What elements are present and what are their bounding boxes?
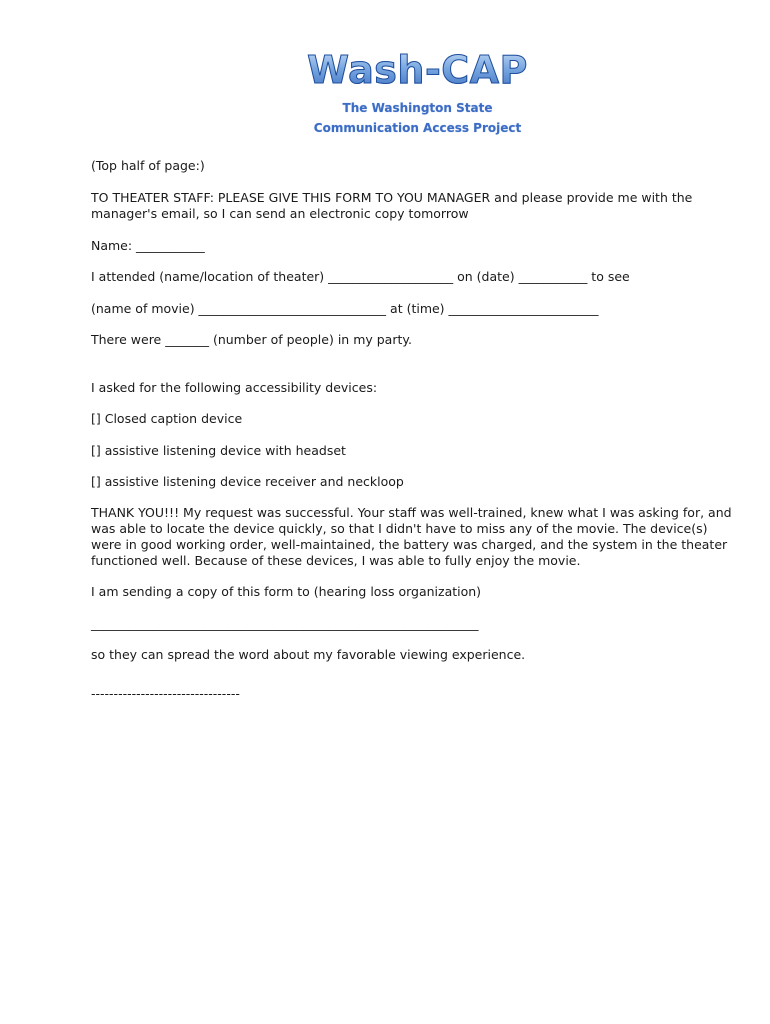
- subtitle-line-1: The Washington State: [342, 101, 493, 115]
- organization-blank-field[interactable]: ______________________________________________________________: [91, 616, 479, 631]
- thank-you-line-2: was able to locate the device quickly, so that I didn't have to miss any of the movie. The device(s): [91, 521, 708, 536]
- wash-cap-logo: Wash-CAP: [65, 48, 770, 92]
- checkbox-closed-caption[interactable]: [] Closed caption device: [91, 411, 243, 426]
- checkbox-headset[interactable]: [] assistive listening device with headset: [91, 443, 346, 458]
- movie-time-field[interactable]: (name of movie) ______________________________ at (time) ________________________: [91, 301, 599, 316]
- thank-you-line-3: were in good working order, well-maintained, the battery was charged, and the system in the theater: [91, 537, 728, 552]
- party-size-field[interactable]: There were _______ (number of people) in my party.: [91, 332, 412, 347]
- spread-word-line: so they can spread the word about my favorable viewing experience.: [91, 647, 526, 662]
- sending-copy-line: I am sending a copy of this form to (hearing loss organization): [91, 584, 482, 599]
- subtitle-line-2: Communication Access Project: [313, 121, 522, 135]
- signature-line[interactable]: ---------------------------------: [91, 686, 240, 701]
- attended-field[interactable]: I attended (name/location of theater) ____________________ on (date) ___________ to see: [91, 269, 630, 284]
- header: [0, 48, 770, 138]
- staff-instruction-line-1: TO THEATER STAFF: PLEASE GIVE THIS FORM TO YOU MANAGER and please provide me with the: [91, 190, 693, 205]
- staff-instruction-line-2: manager's email, so I can send an electronic copy tomorrow: [91, 206, 469, 221]
- checkbox-neckloop[interactable]: [] assistive listening device receiver and neckloop: [91, 474, 404, 489]
- thank-you-line-4: functioned well. Because of these devices, I was able to fully enjoy the movie.: [91, 553, 581, 568]
- devices-intro: I asked for the following accessibility devices:: [91, 380, 378, 395]
- thank-you-line-1: THANK YOU!!! My request was successful. Your staff was well-trained, knew what I was asking for, and: [91, 505, 732, 520]
- name-field[interactable]: Name: ___________: [91, 238, 205, 253]
- top-note: (Top half of page:): [91, 158, 205, 173]
